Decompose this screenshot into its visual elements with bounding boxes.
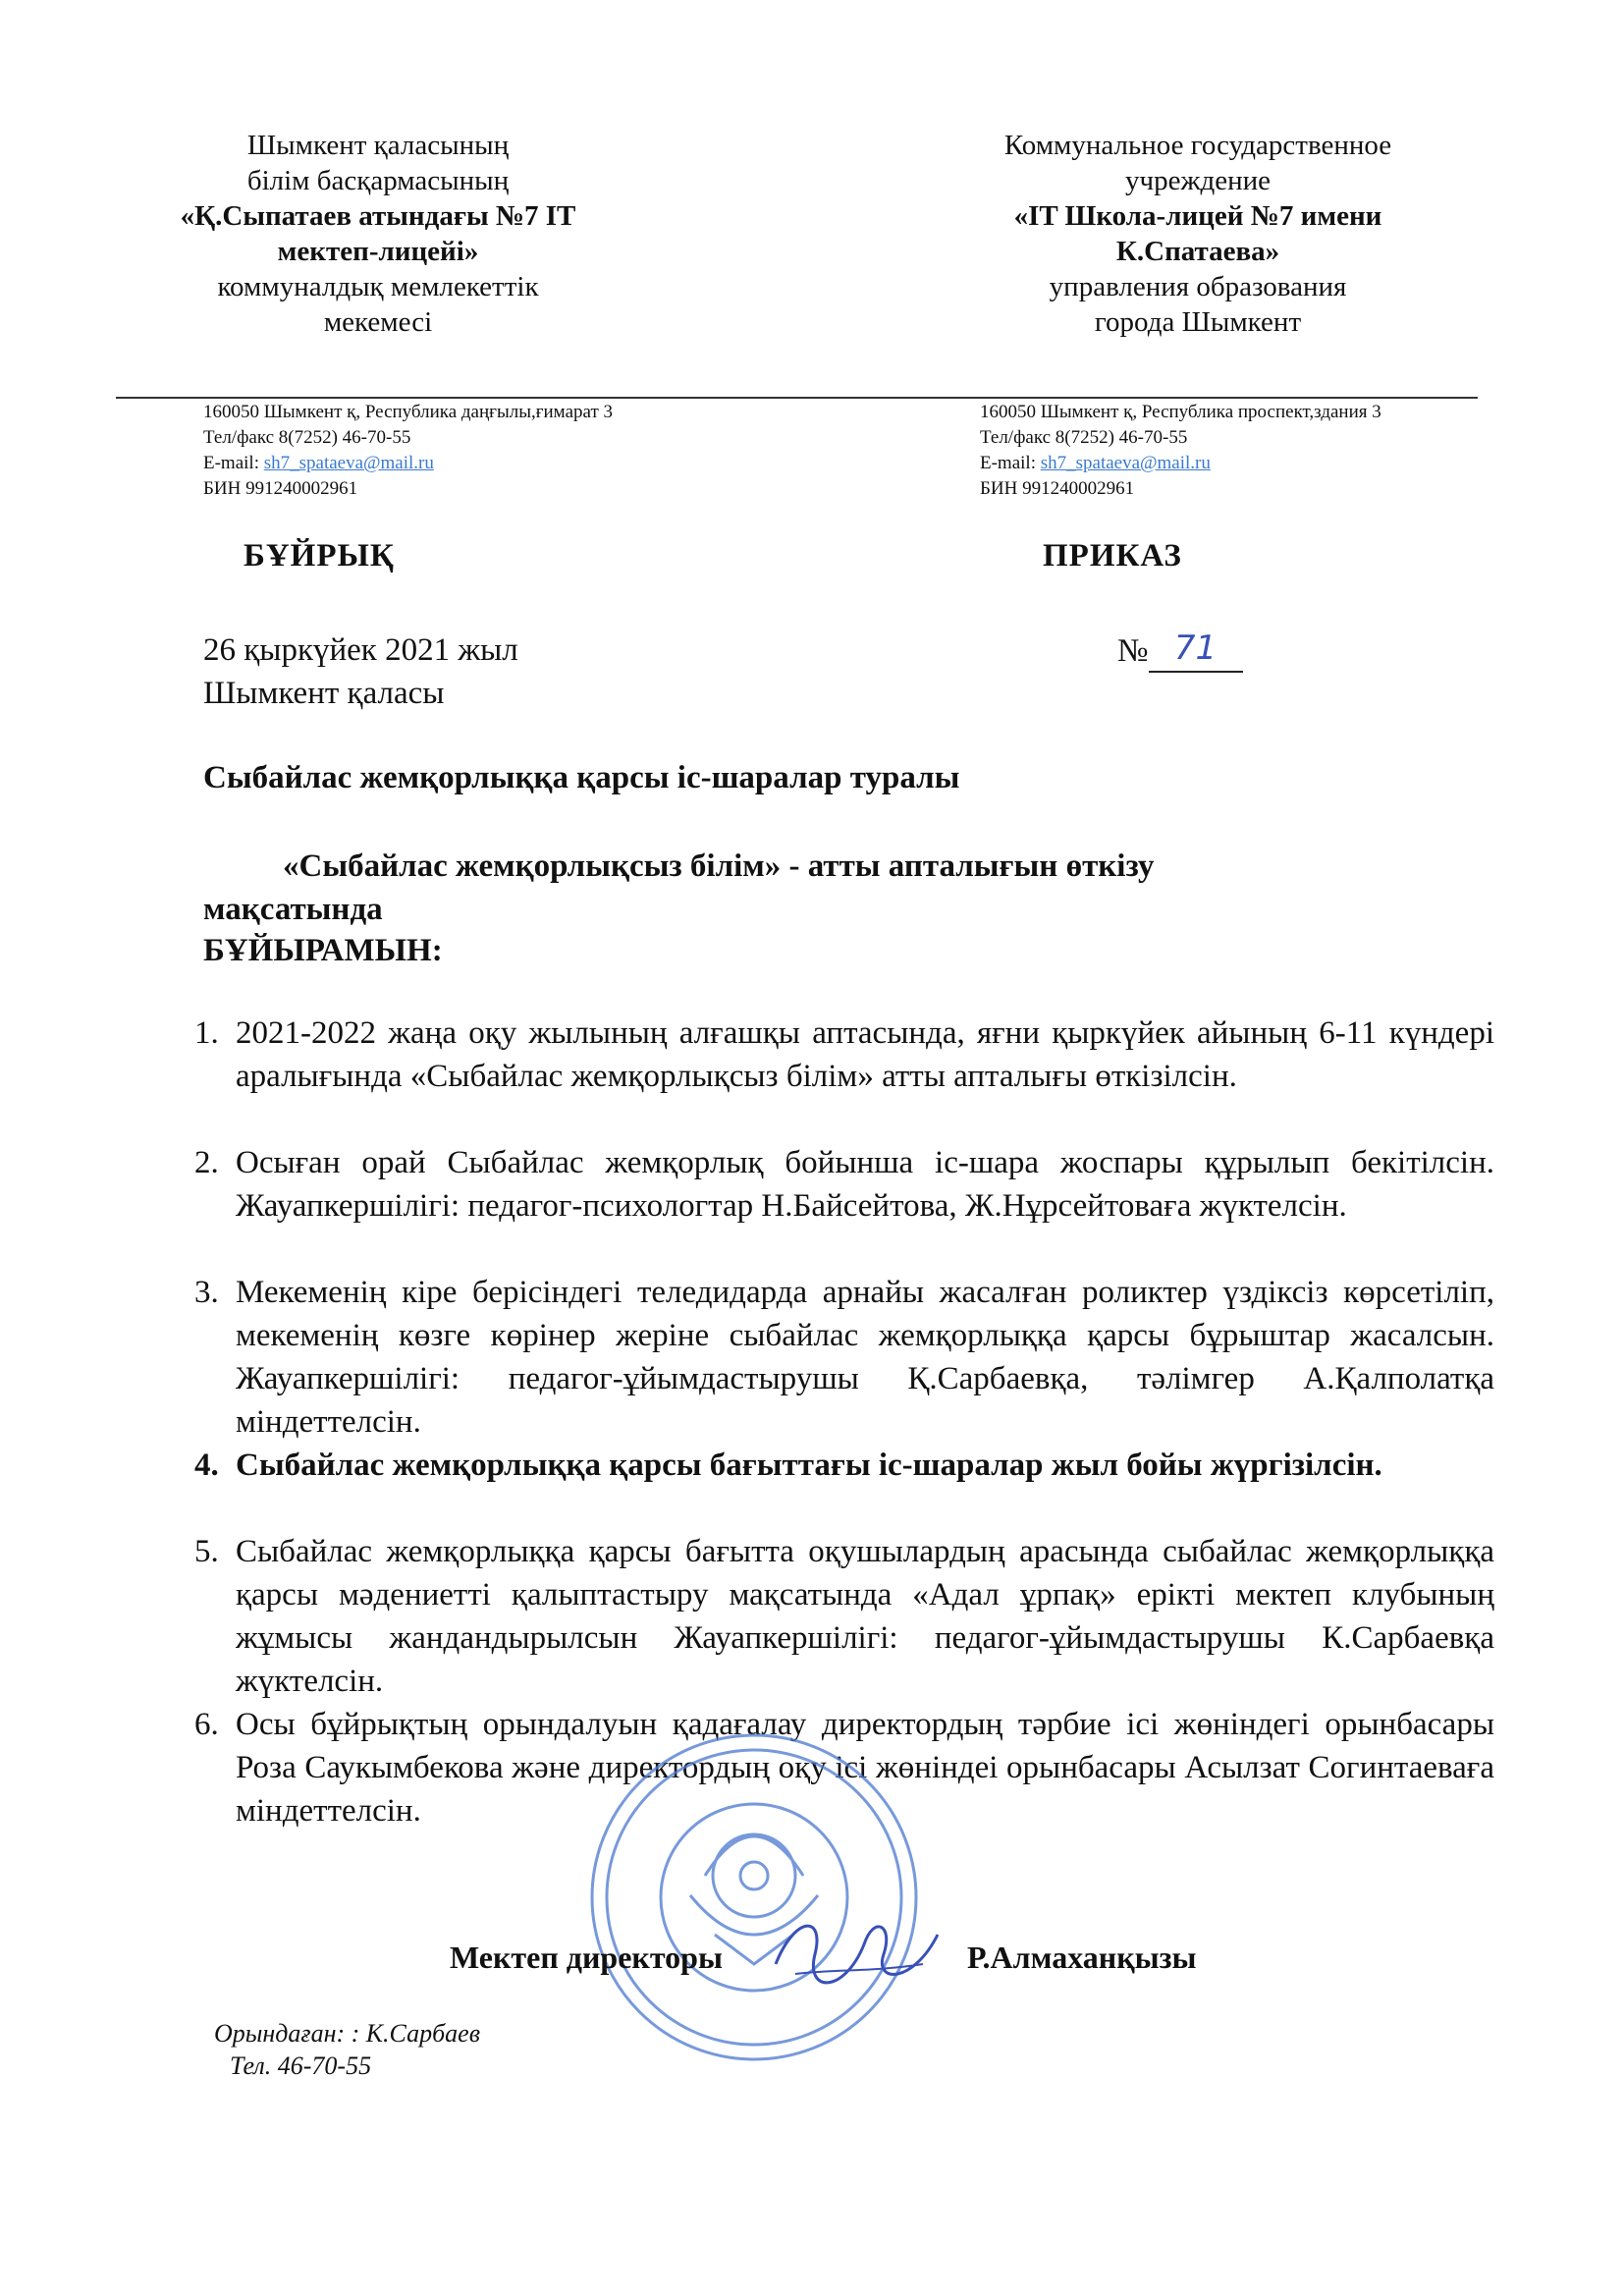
item-number: 4. xyxy=(194,1448,219,1483)
item-number: 3. xyxy=(194,1275,219,1310)
signature-name: Р.Алмаханқызы xyxy=(967,1940,1197,1975)
item-number: 5. xyxy=(194,1534,219,1569)
preamble-line: мақсатында xyxy=(203,892,383,927)
handwritten-number: 71 xyxy=(1173,629,1218,668)
order-item xyxy=(194,1530,1494,1703)
order-date: 26 қыркүйек 2021 жыл xyxy=(203,632,518,668)
preamble-line: «Сыбайлас жемқорлықсыз білім» - атты апталығын өткізу xyxy=(283,848,1155,884)
header-divider xyxy=(116,397,1478,399)
header-ru-line: учреждение xyxy=(1124,165,1272,196)
header-ru xyxy=(943,128,1453,340)
header-kz-line: мекемесі xyxy=(323,306,433,338)
address-kz-bin: БИН 991240002961 xyxy=(203,478,358,499)
header-ru-line: Коммунальное государственное xyxy=(1003,130,1392,161)
order-item xyxy=(194,1271,1494,1444)
header-kz xyxy=(137,128,619,340)
order-city: Шымкент қаласы xyxy=(203,676,445,711)
header-ru-line: города Шымкент xyxy=(1094,306,1302,338)
item-text: Мекеменің кіре берісіндегі теледидарда арнайы жасалған роликтер үздіксіз көрсетіліп, мекеменің көзге көрінер жеріне сыбайлас жемқорлыққа қарсы бұрыштар жасалсын. Жауапкершілігі: педагог-ұйымдастырушы Қ.Сарбаевқа, тәлімгер А.Қалполатқа міндеттелсін. xyxy=(236,1275,1494,1440)
number-label: № xyxy=(1117,633,1149,669)
item-number: 2. xyxy=(194,1145,219,1180)
address-kz-phone: Тел/факс 8(7252) 46-70-55 xyxy=(203,427,411,448)
item-number: 6. xyxy=(194,1707,219,1742)
header-kz-school-name: мектеп-лицейі» xyxy=(277,236,479,267)
item-text: Сыбайлас жемқорлыққа қарсы бағыттағы іс-шаралар жыл бойы жүргізілсін. xyxy=(236,1448,1382,1483)
address-ru-phone: Тел/факс 8(7252) 46-70-55 xyxy=(980,427,1188,448)
doc-kind-ru: ПРИКАЗ xyxy=(1043,538,1182,574)
address-kz-street: 160050 Шымкент қ, Республика даңғылы,ғимарат 3 xyxy=(203,402,613,422)
executor-phone: Тел. 46-70-55 xyxy=(230,2051,372,2080)
header-ru-school-name: «IT Школа-лицей №7 имени xyxy=(1013,200,1382,232)
email-link[interactable]: sh7_spataeva@mail.ru xyxy=(1040,453,1211,473)
order-word: БҰЙЫРАМЫН: xyxy=(203,933,443,968)
order-item xyxy=(194,1444,1494,1487)
address-kz xyxy=(203,400,753,502)
header-kz-line: коммуналдық мемлекеттік xyxy=(217,271,539,302)
email-label: E-mail: xyxy=(203,453,264,473)
address-ru xyxy=(980,400,1490,502)
signature-scribble-icon xyxy=(756,1895,952,2003)
executor: Орындаған: : К.Сарбаев xyxy=(214,2019,480,2048)
item-text: Сыбайлас жемқорлыққа қарсы бағытта оқушылардың арасында сыбайлас жемқорлыққа қарсы мәдениетті қалыптастыру мақсатында «Адал ұрпақ» ерікті мектеп клубының жұмысы жандандырылсын Жауапкершілігі: педагог-ұйымдастырушы К.Сарбаевқа жүктелсін. xyxy=(236,1534,1494,1699)
header-kz-school-name: «Қ.Сыпатаев атындағы №7 IT xyxy=(180,200,576,232)
email-label: E-mail: xyxy=(980,453,1041,473)
address-kz-email-row xyxy=(203,451,753,476)
item-text: 2021-2022 жаңа оқу жылының алғашқы аптасында, яғни қыркүйек айының 6-11 күндері аралығында «Сыбайлас жемқорлықсыз білім» атты апталығы өткізілсін. xyxy=(236,1015,1494,1094)
order-subject: Сыбайлас жемқорлыққа қарсы іс-шаралар туралы xyxy=(203,760,960,795)
signature-title: Мектеп директоры xyxy=(450,1940,723,1975)
address-ru-bin: БИН 991240002961 xyxy=(980,478,1135,499)
address-ru-street: 160050 Шымкент қ, Республика проспект,здания 3 xyxy=(980,402,1381,422)
item-text: Осыған орай Сыбайлас жемқорлық бойынша іс-шара жоспары құрылып бекітілсін. Жауапкершілігі: педагог-психологтар Н.Байсейтова, Ж.Нұрсейтоваға жүктелсін. xyxy=(236,1145,1494,1224)
header-kz-line: білім басқармасының xyxy=(246,165,510,196)
header-ru-line: управления образования xyxy=(1049,271,1347,302)
order-item xyxy=(194,1011,1494,1098)
header-ru-school-name: К.Спатаева» xyxy=(1115,236,1280,267)
order-item xyxy=(194,1141,1494,1228)
item-text: Осы бұйрықтың орындалуын қадағалау директордың тәрбие ісі жөніндегі орынбасары Роза Саукымбекова және директордың оқу ісі жөніндеі орынбасары Асылзат Согинтаеваға міндеттелсін. xyxy=(236,1707,1494,1829)
address-ru-email-row xyxy=(980,451,1490,476)
item-number: 1. xyxy=(194,1015,219,1051)
order-number xyxy=(1117,629,1243,675)
email-link[interactable]: sh7_spataeva@mail.ru xyxy=(263,453,434,473)
header-kz-line: Шымкент қаласының xyxy=(246,130,510,161)
doc-kind-kz: БҰЙРЫҚ xyxy=(244,538,395,574)
